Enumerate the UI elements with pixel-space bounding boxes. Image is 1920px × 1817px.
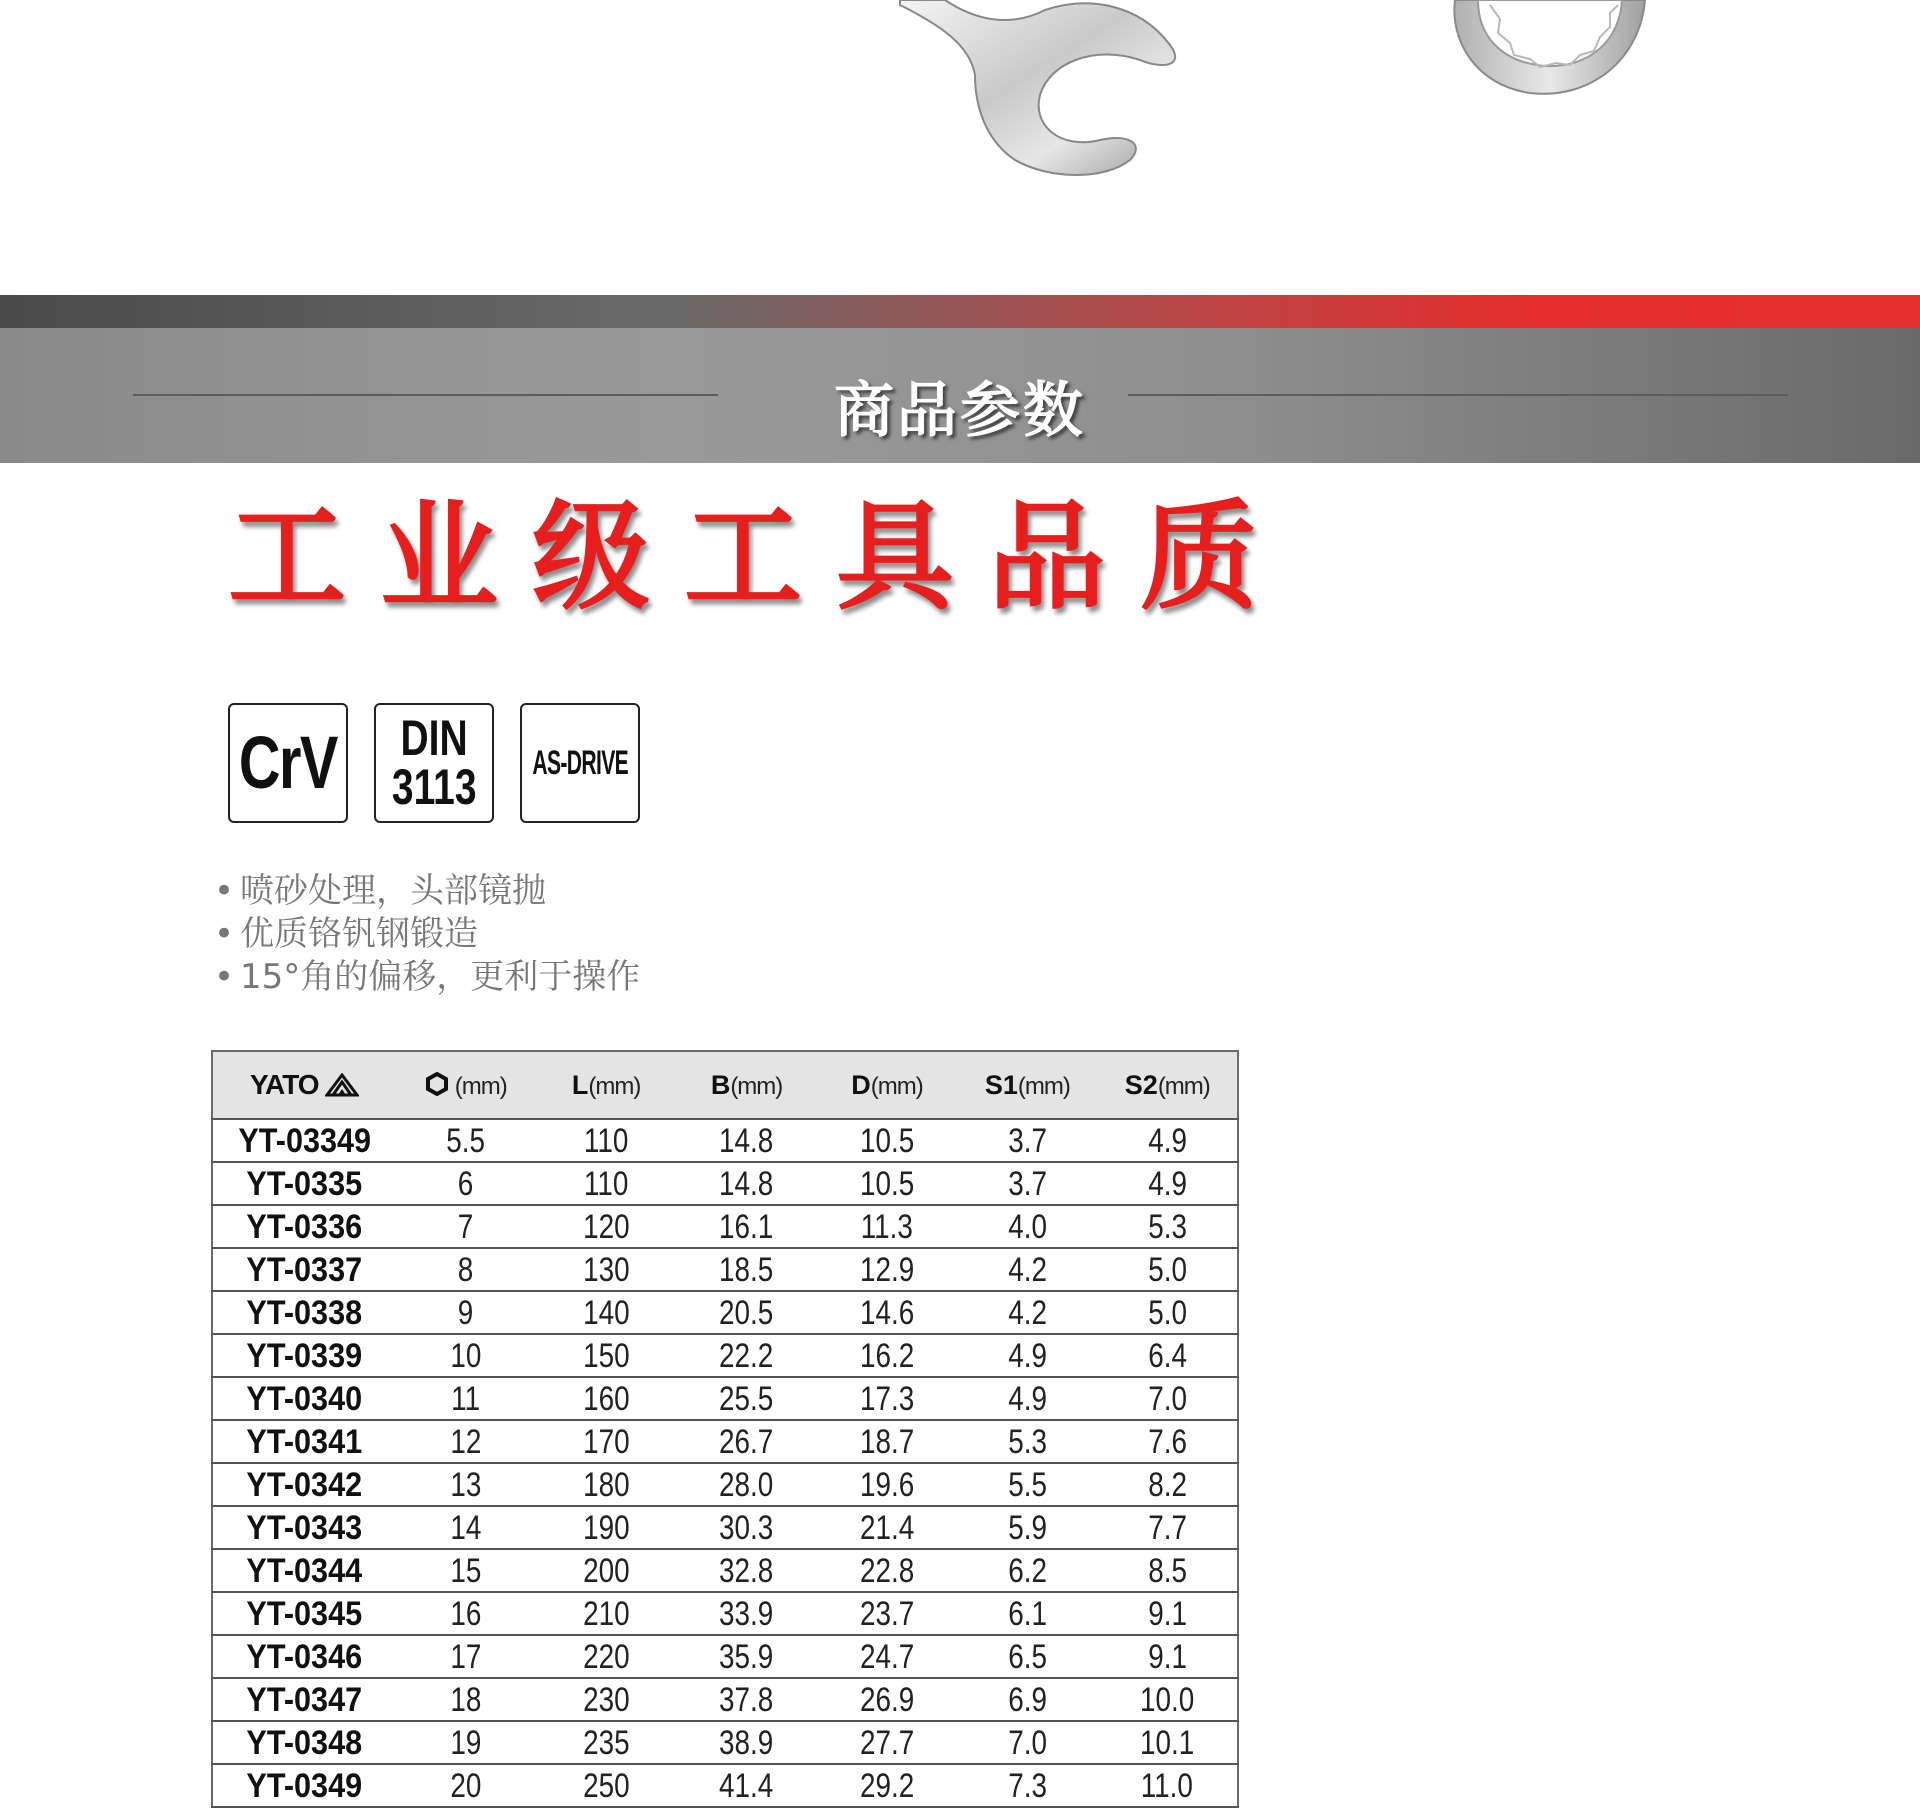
cell-model — [212, 1291, 396, 1334]
cell-value: 7.0 — [1147, 1379, 1187, 1418]
cell-value: YT-0346 — [246, 1637, 363, 1676]
cell-value: 9.1 — [1147, 1594, 1187, 1633]
cell-value: 4.9 — [1007, 1336, 1047, 1375]
cell-value: 7.7 — [1147, 1508, 1187, 1547]
header-label: S2 — [1124, 1069, 1158, 1100]
cell-b — [676, 1549, 816, 1592]
cell-s2 — [1098, 1291, 1238, 1334]
cell-value: 19.6 — [859, 1465, 915, 1504]
cell-value: 13 — [450, 1465, 482, 1504]
table-row — [212, 1721, 1238, 1764]
cell-value: 14 — [450, 1508, 482, 1547]
cell-value: YT-0344 — [246, 1551, 363, 1590]
cell-model — [212, 1248, 396, 1291]
cell-size — [396, 1205, 536, 1248]
cell-b — [676, 1678, 816, 1721]
cell-size — [396, 1162, 536, 1205]
cell-value: 9.1 — [1147, 1637, 1187, 1676]
cell-value: 18.7 — [859, 1422, 915, 1461]
cell-length — [536, 1549, 676, 1592]
cell-value: 10.5 — [859, 1164, 915, 1203]
cell-value: YT-03349 — [237, 1121, 371, 1160]
table-row — [212, 1549, 1238, 1592]
cell-value: 25.5 — [719, 1379, 774, 1418]
cell-value: 6.9 — [1007, 1680, 1047, 1719]
cell-value: 18 — [450, 1680, 482, 1719]
cell-s1 — [957, 1119, 1097, 1162]
cell-b — [676, 1162, 816, 1205]
accent-stripe — [0, 295, 1920, 328]
cell-value: 170 — [582, 1422, 630, 1461]
cell-value: 14.8 — [719, 1121, 774, 1160]
cell-d — [817, 1549, 957, 1592]
table-header-row — [212, 1051, 1238, 1119]
cell-value: 10 — [450, 1336, 482, 1375]
cell-model — [212, 1721, 396, 1764]
table-row — [212, 1119, 1238, 1162]
cell-value: 27.7 — [859, 1723, 915, 1762]
header-unit: (mm) — [870, 1072, 923, 1100]
cell-length — [536, 1119, 676, 1162]
cell-value: 10.1 — [1140, 1723, 1195, 1762]
cell-value: 8 — [457, 1250, 474, 1289]
cell-value: 12.9 — [859, 1250, 915, 1289]
banner-rule-right — [1128, 394, 1788, 396]
cell-d — [817, 1119, 957, 1162]
banner-title: 商品参数 — [834, 376, 1086, 446]
cell-value: YT-0335 — [246, 1164, 363, 1203]
cell-d — [817, 1377, 957, 1420]
cell-size — [396, 1291, 536, 1334]
cell-d — [817, 1334, 957, 1377]
cell-value: 6.2 — [1007, 1551, 1047, 1590]
cell-s2 — [1098, 1334, 1238, 1377]
cell-value: 4.2 — [1007, 1250, 1047, 1289]
cell-size — [396, 1592, 536, 1635]
feature-text: 喷砂处理，头部镜抛 — [240, 871, 546, 911]
cell-size — [396, 1420, 536, 1463]
cell-s2 — [1098, 1764, 1238, 1807]
cell-value: 21.4 — [859, 1508, 915, 1547]
cell-value: 3.7 — [1007, 1121, 1047, 1160]
cell-model — [212, 1549, 396, 1592]
cell-value: 130 — [582, 1250, 630, 1289]
cell-value: 9 — [457, 1293, 474, 1332]
header-label: B — [710, 1069, 731, 1100]
cell-s2 — [1098, 1248, 1238, 1291]
cell-model — [212, 1592, 396, 1635]
cell-model — [212, 1377, 396, 1420]
cell-value: 38.9 — [719, 1723, 774, 1762]
crv-badge — [228, 703, 348, 823]
cell-length — [536, 1248, 676, 1291]
open-end-wrench-head — [900, 0, 1175, 175]
cell-length — [536, 1506, 676, 1549]
din-badge-line1: DIN — [400, 710, 468, 766]
cell-size — [396, 1678, 536, 1721]
cell-b — [676, 1291, 816, 1334]
cell-value: 250 — [582, 1766, 630, 1805]
yato-logo-icon — [325, 1073, 359, 1097]
cell-value: 7.0 — [1007, 1723, 1047, 1762]
cell-d — [817, 1635, 957, 1678]
as-drive-badge-label: AS-DRIVE — [532, 743, 628, 782]
cell-value: 7.3 — [1007, 1766, 1047, 1805]
cell-model — [212, 1205, 396, 1248]
cell-s2 — [1098, 1506, 1238, 1549]
section-banner — [0, 328, 1920, 463]
cell-d — [817, 1506, 957, 1549]
cell-model — [212, 1119, 396, 1162]
cell-length — [536, 1592, 676, 1635]
cell-model — [212, 1764, 396, 1807]
cell-value: 26.9 — [859, 1680, 915, 1719]
cell-s1 — [957, 1549, 1097, 1592]
cell-value: 35.9 — [719, 1637, 774, 1676]
cell-value: 120 — [582, 1207, 630, 1246]
cell-d — [817, 1592, 957, 1635]
cell-value: 4.2 — [1007, 1293, 1047, 1332]
cell-size — [396, 1119, 536, 1162]
cell-value: YT-0339 — [246, 1336, 363, 1375]
cell-length — [536, 1764, 676, 1807]
table-row — [212, 1162, 1238, 1205]
table-row — [212, 1334, 1238, 1377]
cell-value: 22.2 — [719, 1336, 774, 1375]
cell-d — [817, 1678, 957, 1721]
cell-value: 4.0 — [1007, 1207, 1047, 1246]
wrench-illustration — [0, 0, 1920, 295]
cell-value: 230 — [582, 1680, 630, 1719]
cell-value: 5.3 — [1147, 1207, 1187, 1246]
table-row — [212, 1377, 1238, 1420]
cell-s1 — [957, 1377, 1097, 1420]
cell-value: 16 — [450, 1594, 482, 1633]
cell-s2 — [1098, 1592, 1238, 1635]
cell-model — [212, 1678, 396, 1721]
cell-size — [396, 1248, 536, 1291]
header-unit: (mm) — [730, 1072, 783, 1100]
table-row — [212, 1635, 1238, 1678]
cell-b — [676, 1592, 816, 1635]
cell-s1 — [957, 1205, 1097, 1248]
cell-value: 12 — [450, 1422, 482, 1461]
table-row — [212, 1592, 1238, 1635]
cell-model — [212, 1463, 396, 1506]
cell-value: 5.0 — [1147, 1293, 1187, 1332]
table-row — [212, 1205, 1238, 1248]
cell-value: 20.5 — [719, 1293, 774, 1332]
table-row — [212, 1678, 1238, 1721]
cell-model — [212, 1506, 396, 1549]
cell-value: YT-0347 — [246, 1680, 363, 1719]
feature-item — [214, 956, 640, 999]
cell-b — [676, 1334, 816, 1377]
cell-value: 30.3 — [719, 1508, 774, 1547]
cell-length — [536, 1635, 676, 1678]
cell-value: YT-0343 — [246, 1508, 363, 1547]
cell-value: 4.9 — [1007, 1379, 1047, 1418]
feature-text: 15°角的偏移，更利于操作 — [240, 957, 641, 997]
cell-s2 — [1098, 1549, 1238, 1592]
cell-b — [676, 1248, 816, 1291]
cell-s2 — [1098, 1463, 1238, 1506]
cell-length — [536, 1420, 676, 1463]
as-drive-badge — [520, 703, 640, 823]
cell-b — [676, 1420, 816, 1463]
cell-s2 — [1098, 1205, 1238, 1248]
cell-s2 — [1098, 1377, 1238, 1420]
cell-s2 — [1098, 1420, 1238, 1463]
cell-b — [676, 1119, 816, 1162]
table-row — [212, 1764, 1238, 1807]
brand-name: YATO — [249, 1069, 319, 1100]
cell-length — [536, 1377, 676, 1420]
cell-value: 5.5 — [446, 1121, 486, 1160]
cell-value: 22.8 — [859, 1551, 915, 1590]
cell-length — [536, 1334, 676, 1377]
cell-size — [396, 1635, 536, 1678]
cell-value: 110 — [583, 1164, 629, 1203]
header-unit: (mm) — [1017, 1072, 1070, 1100]
product-image — [0, 0, 1920, 295]
cell-value: 3.7 — [1007, 1164, 1047, 1203]
cell-length — [536, 1463, 676, 1506]
cell-s1 — [957, 1334, 1097, 1377]
header-s2 — [1098, 1051, 1238, 1119]
cell-value: 41.4 — [719, 1766, 774, 1805]
cell-value: 4.9 — [1147, 1164, 1187, 1203]
header-label: L — [571, 1069, 589, 1100]
cell-value: 11.0 — [1141, 1766, 1194, 1805]
cell-value: 4.9 — [1147, 1121, 1187, 1160]
cell-size — [396, 1377, 536, 1420]
cell-value: 17 — [450, 1637, 482, 1676]
bullet-icon: • — [214, 871, 235, 911]
cell-length — [536, 1205, 676, 1248]
cell-s2 — [1098, 1162, 1238, 1205]
cell-value: 29.2 — [859, 1766, 915, 1805]
cell-s1 — [957, 1764, 1097, 1807]
cell-value: 180 — [582, 1465, 630, 1504]
cell-value: 8.5 — [1147, 1551, 1187, 1590]
cell-value: 32.8 — [719, 1551, 774, 1590]
cell-d — [817, 1420, 957, 1463]
cell-value: YT-0338 — [246, 1293, 363, 1332]
cell-s2 — [1098, 1119, 1238, 1162]
headline: 工业级工具品质 — [228, 488, 1293, 626]
cell-b — [676, 1377, 816, 1420]
feature-list — [214, 870, 640, 999]
header-size — [396, 1051, 536, 1119]
feature-item — [214, 870, 640, 913]
cell-value: 200 — [582, 1551, 630, 1590]
cell-value: 33.9 — [719, 1594, 774, 1633]
cell-value: 190 — [582, 1508, 630, 1547]
cell-value: 28.0 — [719, 1465, 774, 1504]
cell-s1 — [957, 1506, 1097, 1549]
cell-value: 23.7 — [859, 1594, 915, 1633]
cell-d — [817, 1721, 957, 1764]
cell-value: 20 — [450, 1766, 482, 1805]
cell-value: YT-0341 — [246, 1422, 363, 1461]
cell-value: 5.3 — [1007, 1422, 1047, 1461]
cell-value: 10.5 — [859, 1121, 915, 1160]
cell-s1 — [957, 1162, 1097, 1205]
cell-value: 220 — [582, 1637, 630, 1676]
banner-rule-left — [133, 394, 718, 396]
cell-s1 — [957, 1463, 1097, 1506]
cell-value: 5.5 — [1007, 1465, 1047, 1504]
cell-value: 14.6 — [859, 1293, 915, 1332]
cell-value: YT-0349 — [246, 1766, 363, 1805]
table-row — [212, 1248, 1238, 1291]
header-size-unit: (mm) — [454, 1072, 507, 1100]
box-end-ring — [1454, 0, 1645, 94]
cell-b — [676, 1721, 816, 1764]
header-s1 — [957, 1051, 1097, 1119]
cell-value: 150 — [582, 1336, 630, 1375]
cell-s1 — [957, 1721, 1097, 1764]
cell-s1 — [957, 1248, 1097, 1291]
header-d — [817, 1051, 957, 1119]
cell-size — [396, 1463, 536, 1506]
cell-value: 8.2 — [1147, 1465, 1187, 1504]
header-label: D — [851, 1069, 871, 1100]
cell-size — [396, 1334, 536, 1377]
cell-d — [817, 1248, 957, 1291]
cell-d — [817, 1162, 957, 1205]
cell-model — [212, 1162, 396, 1205]
cell-value: YT-0348 — [246, 1723, 363, 1762]
feature-text: 优质铬钒钢锻造 — [240, 914, 478, 954]
cell-value: 14.8 — [719, 1164, 774, 1203]
cell-value: YT-0340 — [246, 1379, 363, 1418]
header-unit: (mm) — [588, 1072, 641, 1100]
cell-b — [676, 1635, 816, 1678]
cell-value: 16.1 — [719, 1207, 774, 1246]
cell-size — [396, 1549, 536, 1592]
cell-length — [536, 1721, 676, 1764]
cell-value: 11 — [451, 1379, 481, 1418]
cell-s1 — [957, 1291, 1097, 1334]
cell-value: YT-0342 — [246, 1465, 363, 1504]
cell-b — [676, 1764, 816, 1807]
header-b — [676, 1051, 816, 1119]
hexagon-icon — [425, 1072, 449, 1096]
cell-value: YT-0345 — [246, 1594, 363, 1633]
header-length — [536, 1051, 676, 1119]
cell-value: 24.7 — [859, 1637, 915, 1676]
cell-b — [676, 1463, 816, 1506]
table-row — [212, 1463, 1238, 1506]
spec-table — [211, 1050, 1239, 1808]
cell-value: 140 — [582, 1293, 630, 1332]
spec-table-body — [212, 1119, 1238, 1807]
cell-length — [536, 1291, 676, 1334]
cell-value: YT-0337 — [246, 1250, 363, 1289]
cell-s1 — [957, 1420, 1097, 1463]
cell-size — [396, 1721, 536, 1764]
cell-value: 15 — [450, 1551, 482, 1590]
table-row — [212, 1420, 1238, 1463]
cell-value: 6 — [457, 1164, 474, 1203]
cell-value: 26.7 — [719, 1422, 774, 1461]
cell-value: 11.3 — [860, 1207, 914, 1246]
din-badge — [374, 703, 494, 823]
cell-model — [212, 1334, 396, 1377]
cell-d — [817, 1205, 957, 1248]
cell-value: 235 — [582, 1723, 630, 1762]
cell-value: 18.5 — [719, 1250, 774, 1289]
cell-value: 7.6 — [1147, 1422, 1187, 1461]
cell-b — [676, 1205, 816, 1248]
header-brand — [212, 1051, 396, 1119]
cell-size — [396, 1506, 536, 1549]
cell-value: 16.2 — [859, 1336, 915, 1375]
cell-value: 5.9 — [1007, 1508, 1047, 1547]
cell-length — [536, 1162, 676, 1205]
cell-value: 6.4 — [1147, 1336, 1187, 1375]
bullet-icon: • — [214, 914, 235, 954]
cell-value: 110 — [583, 1121, 629, 1160]
cell-value: 7 — [457, 1207, 474, 1246]
table-row — [212, 1291, 1238, 1334]
cell-value: 17.3 — [859, 1379, 915, 1418]
cell-value: 210 — [582, 1594, 630, 1633]
cell-value: 160 — [582, 1379, 630, 1418]
cell-s1 — [957, 1635, 1097, 1678]
cell-d — [817, 1463, 957, 1506]
cell-value: 6.5 — [1007, 1637, 1047, 1676]
cell-d — [817, 1764, 957, 1807]
cell-s2 — [1098, 1635, 1238, 1678]
feature-item — [214, 913, 640, 956]
cell-value: 5.0 — [1147, 1250, 1187, 1289]
header-unit: (mm) — [1157, 1072, 1210, 1100]
din-badge-line2: 3113 — [391, 759, 477, 815]
cell-s1 — [957, 1678, 1097, 1721]
cell-size — [396, 1764, 536, 1807]
cell-value: 19 — [450, 1723, 482, 1762]
cell-value: 6.1 — [1007, 1594, 1047, 1633]
cell-value: 10.0 — [1140, 1680, 1195, 1719]
bullet-icon: • — [214, 957, 235, 997]
cell-length — [536, 1678, 676, 1721]
cell-s2 — [1098, 1721, 1238, 1764]
cell-model — [212, 1635, 396, 1678]
cell-b — [676, 1506, 816, 1549]
crv-badge-label: CrV — [239, 721, 337, 804]
cell-value: YT-0336 — [246, 1207, 363, 1246]
cell-value: 37.8 — [719, 1680, 774, 1719]
cell-s1 — [957, 1592, 1097, 1635]
cell-s2 — [1098, 1678, 1238, 1721]
table-row — [212, 1506, 1238, 1549]
cell-model — [212, 1420, 396, 1463]
cell-d — [817, 1291, 957, 1334]
header-label: S1 — [984, 1069, 1018, 1100]
